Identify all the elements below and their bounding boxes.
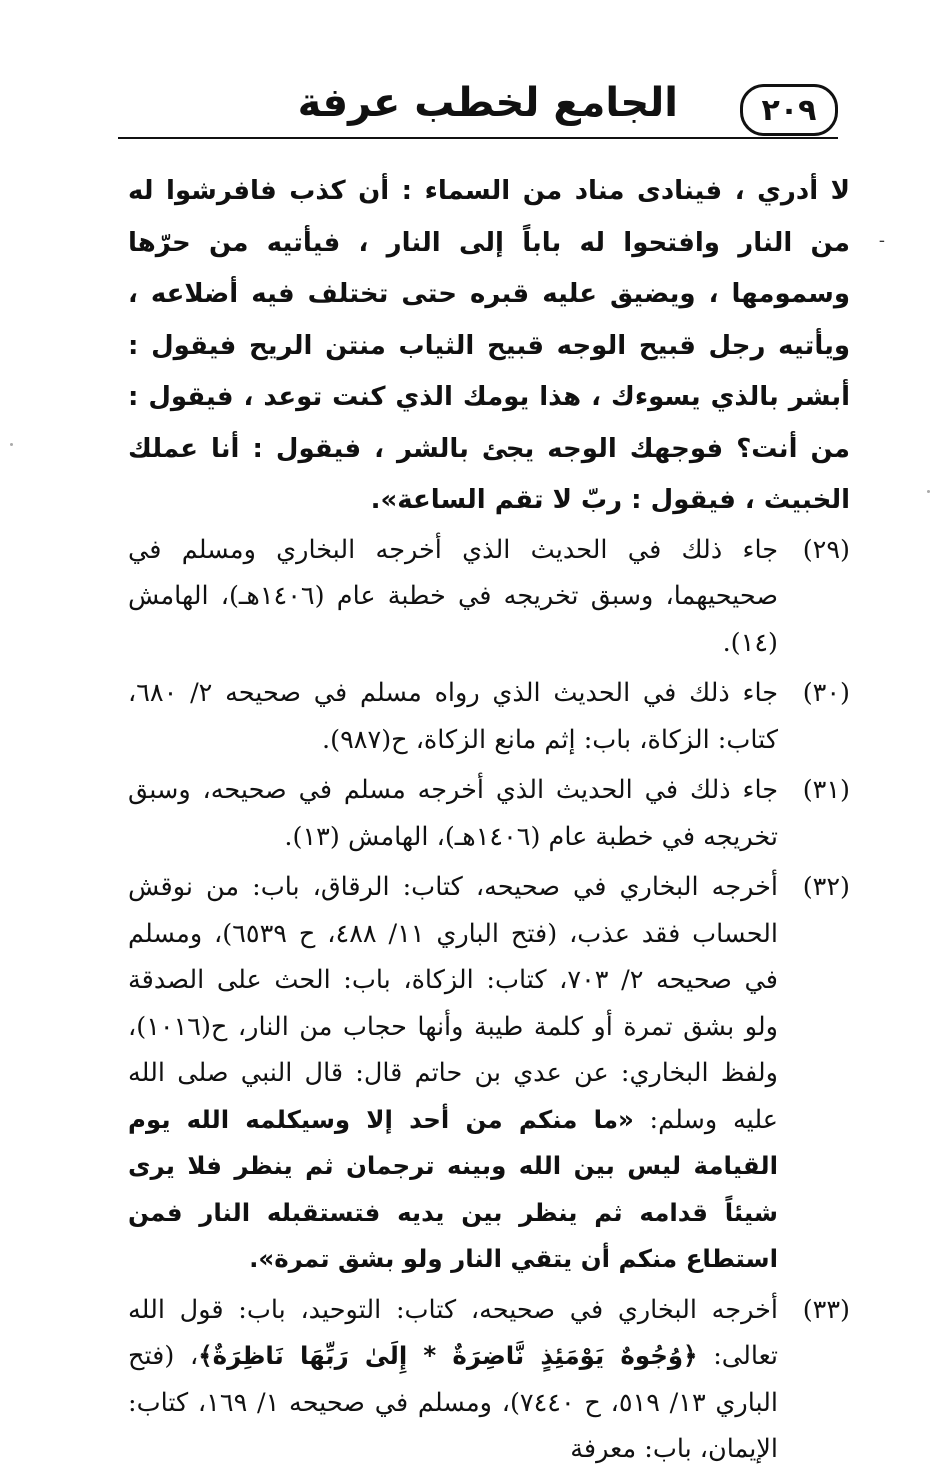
footnote-31: [128, 767, 850, 860]
footnote-number: (٣٢): [802, 872, 850, 902]
footnote-number: (٣١): [802, 775, 850, 805]
header-divider: [118, 137, 838, 139]
page-header: [118, 78, 838, 140]
footnote-32: [128, 864, 850, 1283]
margin-mark: -: [878, 230, 885, 251]
footnote-30: [128, 670, 850, 763]
footnote-number: (٣٠): [802, 678, 850, 708]
quran-quote: ﴿وُجُوهٌ يَوْمَئِذٍ نَّاضِرَةٌ * إِلَىٰ رَبِّهَا نَاظِرَةٌ﴾: [198, 1341, 698, 1370]
footnote-number: (٣٣): [802, 1294, 850, 1325]
book-title: الجامع لخطب عرفة: [297, 80, 678, 126]
footnote-text: جاء ذلك في الحديث الذي رواه مسلم في صحيحه ٢/ ٦٨٠، كتاب: الزكاة، باب: إثم مانع الزكاة، ح(٩٨٧).: [128, 678, 778, 755]
footnote-33: [128, 1287, 850, 1473]
footnote-number: (٢٩): [802, 534, 850, 565]
hadith-paragraph: لا أدري ، فينادى مناد من السماء : أن كذب فافرشوا له من النار وافتحوا له باباً إلى النار ، فيأتيه من حرّها وسمومها ، ويضيق عليه قبره حتى تختلف فيه أضلاعه ، ويأتيه رجل قبيح الوجه قبيح الثياب منتن الريح فيقول : أبشر بالذي يسوءك ، هذا يومك الذي كنت توعد ، فيقول : من أنت؟ فوجهك الوجه يجئ بالشر ، فيقول : أنا عملك الخبيث ، فيقول : ربّ لا تقم الساعة».: [128, 176, 850, 515]
footnote-text: جاء ذلك في الحديث الذي أخرجه البخاري ومسلم في صحيحيهما، وسبق تخريجه في خطبة عام (١٤٠٦هـ)، الهامش (١٤).: [128, 534, 778, 658]
footnote-text: جاء ذلك في الحديث الذي أخرجه مسلم في صحيحه، وسبق تخريجه في خطبة عام (١٤٠٦هـ)، الهامش (١٣).: [128, 775, 778, 852]
scan-speck: [10, 443, 13, 446]
hadith-quote: «ما منكم من أحد إلا وسيكلمه الله يوم القيامة ليس بين الله وبينه ترجمان ثم ينظر فلا يرى شيئاً قدامه ثم ينظر بين يديه فتستقبله النار فمن استطاع منكم أن يتقي النار ولو بشق تمرة».: [128, 1104, 778, 1273]
scan-speck: [927, 490, 930, 493]
page-number-badge: ٢٠٩: [740, 84, 838, 136]
page-body: [128, 166, 850, 1477]
footnote-29: [128, 527, 850, 667]
footnote-text-continued: ، (فتح الباري ١٣/ ٥١٩، ح ٧٤٤٠)، ومسلم في صحيحه ١/ ١٦٩، كتاب: الإيمان، باب: معرفة: [128, 1341, 779, 1464]
footnote-text: أخرجه البخاري في صحيحه، كتاب: الرقاق، باب: من نوقش الحساب فقد عذب، (فتح الباري ١١/ ٤٨٨، ح ٦٥٣٩)، ومسلم في صحيحه ٢/ ٧٠٣، كتاب: الزكاة، باب: الحث على الصدقة ولو بشق تمرة أو كلمة طيبة وأنها حجاب من النار، ح(١٠١٦)، ولفظ البخاري: عن عدي بن حاتم قال: قال النبي صلى الله عليه وسلم:: [128, 872, 779, 1135]
footnote-text: أخرجه البخاري في صحيحه، كتاب: التوحيد، باب: قول الله تعالى:: [128, 1294, 779, 1371]
